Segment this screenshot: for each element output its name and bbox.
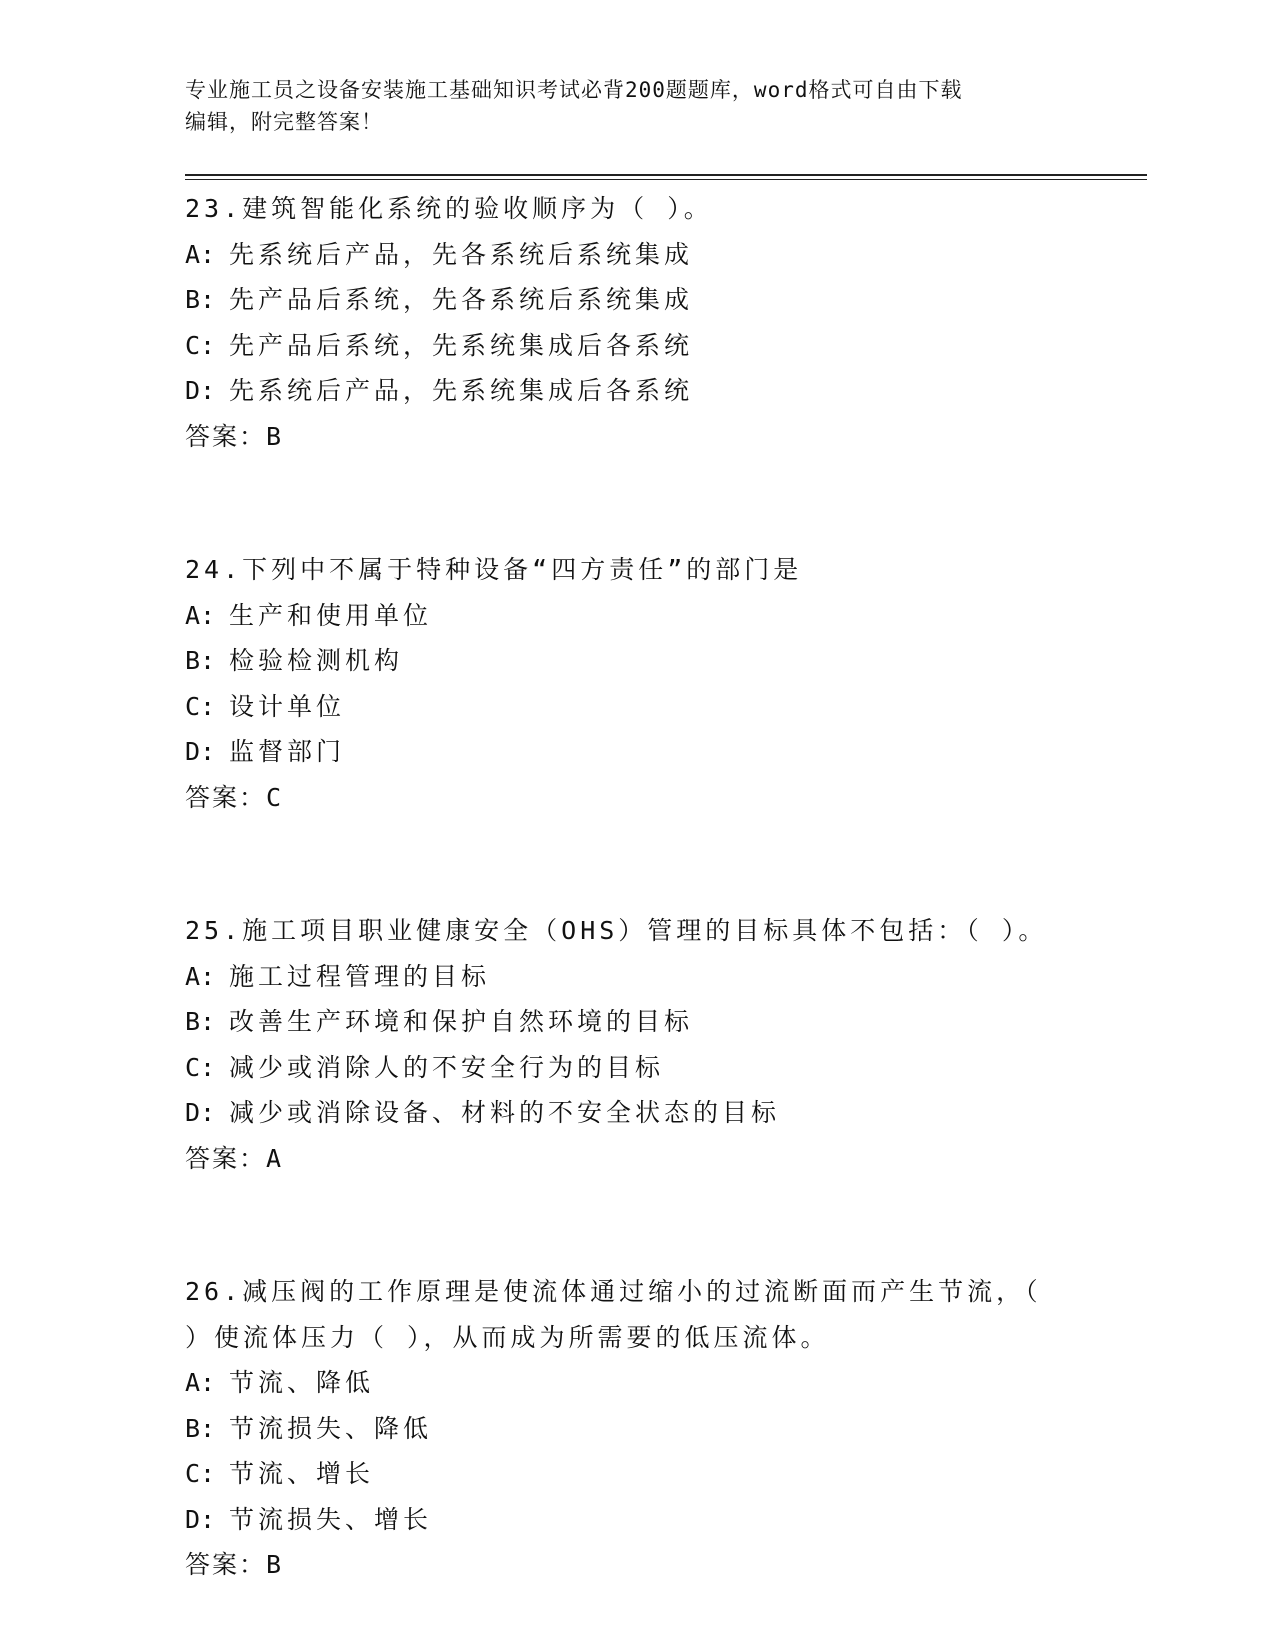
option-key: D: <box>185 1098 216 1127</box>
option-text: 先产品后系统，先各系统后系统集成 <box>229 285 694 314</box>
option-a <box>185 1360 1145 1406</box>
option-key: A: <box>185 600 216 630</box>
question-gap <box>185 459 1145 547</box>
option-text: 施工过程管理的目标 <box>229 961 491 991</box>
option-c <box>185 1451 1145 1497</box>
option-key: A: <box>185 239 216 269</box>
option-key: C: <box>185 691 216 721</box>
answer: 答案：B <box>185 1550 284 1579</box>
option-key: B: <box>185 285 216 314</box>
header-line-1: 专业施工员之设备安装施工基础知识考试必背200题题库，word格式可自由下载 <box>185 78 963 102</box>
option-text: 设计单位 <box>229 691 346 721</box>
answer: 答案：B <box>185 421 284 451</box>
question-stem: 24.下列中不属于特种设备“四方责任”的部门是 <box>185 555 803 584</box>
option-b <box>185 1406 1145 1452</box>
question-26 <box>185 1269 1145 1588</box>
option-key: C: <box>185 330 216 360</box>
option-b <box>185 277 1145 323</box>
option-text: 先系统后产品，先各系统后系统集成 <box>229 239 694 269</box>
option-text: 改善生产环境和保护自然环境的目标 <box>229 1007 694 1036</box>
option-key: A: <box>185 961 216 991</box>
option-text: 生产和使用单位 <box>229 600 433 630</box>
question-stem: 23.建筑智能化系统的验收顺序为（ ）。 <box>185 194 713 223</box>
option-b <box>185 999 1145 1045</box>
option-key: D: <box>185 376 216 405</box>
option-text: 减少或消除人的不安全行为的目标 <box>229 1052 665 1082</box>
header-rule-thick <box>185 174 1147 176</box>
document-header <box>185 74 1065 138</box>
option-key: C: <box>185 1052 216 1082</box>
option-text: 先产品后系统，先系统集成后各系统 <box>229 330 694 360</box>
option-key: D: <box>185 737 216 766</box>
option-key: C: <box>185 1459 216 1488</box>
option-text: 节流、增长 <box>229 1459 375 1488</box>
option-key: D: <box>185 1504 216 1534</box>
option-b <box>185 638 1145 684</box>
option-a <box>185 593 1145 639</box>
question-stem: 25.施工项目职业健康安全（OHS）管理的目标具体不包括：（ ）。 <box>185 916 1048 945</box>
option-d <box>185 729 1145 775</box>
option-key: A: <box>185 1368 216 1397</box>
question-list <box>185 186 1145 1588</box>
question-gap <box>185 1181 1145 1269</box>
question-gap <box>185 820 1145 908</box>
option-text: 节流损失、增长 <box>229 1504 433 1534</box>
answer: 答案：C <box>185 782 284 812</box>
question-24 <box>185 547 1145 820</box>
option-d <box>185 368 1145 414</box>
option-key: B: <box>185 1413 216 1443</box>
option-text: 节流、降低 <box>229 1368 375 1397</box>
option-text: 先系统后产品，先系统集成后各系统 <box>229 376 694 405</box>
option-text: 监督部门 <box>229 737 346 766</box>
option-c <box>185 323 1145 369</box>
question-25 <box>185 908 1145 1181</box>
option-d <box>185 1497 1145 1543</box>
option-c <box>185 1045 1145 1091</box>
option-a <box>185 232 1145 278</box>
option-key: B: <box>185 1007 216 1036</box>
option-c <box>185 684 1145 730</box>
question-stem: 26.减压阀的工作原理是使流体通过缩小的过流断面而产生节流，（ <box>185 1277 1042 1306</box>
option-text: 减少或消除设备、材料的不安全状态的目标 <box>229 1098 781 1127</box>
option-text: 节流损失、降低 <box>229 1413 433 1443</box>
header-line-2: 编辑，附完整答案！ <box>185 110 383 134</box>
question-stem-continued: ）使流体压力（ ），从而成为所需要的低压流体。 <box>185 1322 830 1352</box>
option-key: B: <box>185 646 216 675</box>
question-23 <box>185 186 1145 459</box>
option-a <box>185 954 1145 1000</box>
option-d <box>185 1090 1145 1136</box>
answer: 答案：A <box>185 1143 284 1173</box>
option-text: 检验检测机构 <box>229 646 404 675</box>
header-rule-thin <box>185 179 1147 180</box>
